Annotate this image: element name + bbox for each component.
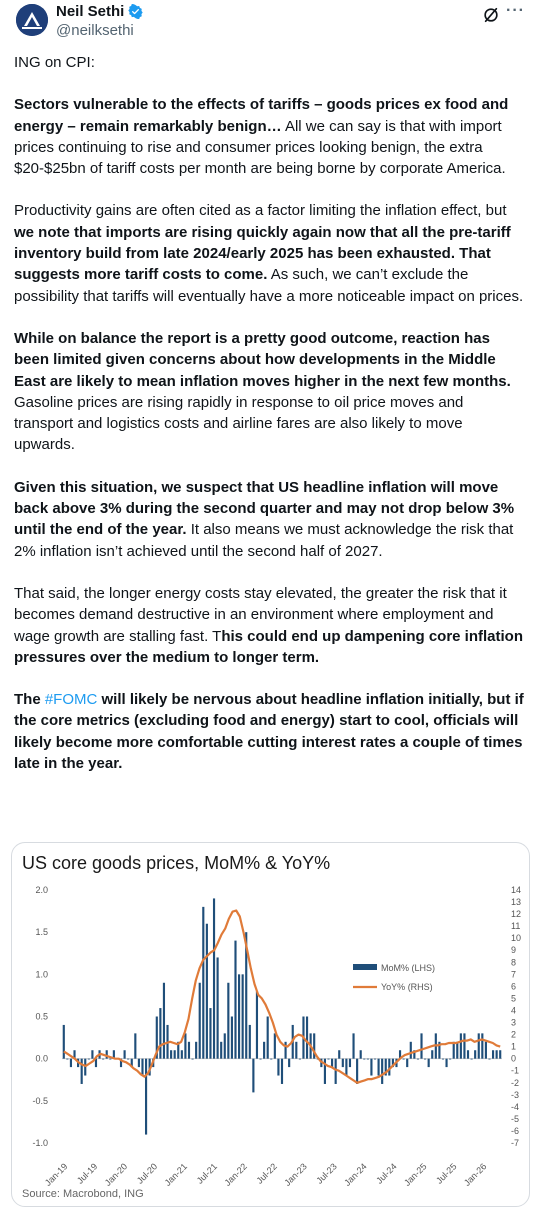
right-axis-tick: -5 bbox=[511, 1113, 520, 1124]
mom-bar bbox=[159, 1008, 161, 1059]
mom-bar bbox=[109, 1059, 111, 1060]
left-axis-tick: 1.5 bbox=[35, 927, 48, 938]
x-axis-tick: Jan-23 bbox=[282, 1161, 309, 1188]
right-axis-tick: 5 bbox=[511, 993, 517, 1004]
mom-bar bbox=[374, 1059, 376, 1060]
mom-bar bbox=[295, 1042, 297, 1059]
right-axis-tick: 13 bbox=[511, 897, 522, 908]
mom-bar bbox=[442, 1059, 444, 1060]
mom-bar bbox=[102, 1059, 104, 1060]
mom-bar bbox=[106, 1050, 108, 1058]
mom-bar bbox=[263, 1042, 265, 1059]
chart-svg bbox=[12, 843, 530, 1207]
post-paragraph bbox=[14, 477, 526, 562]
mom-bar bbox=[363, 1059, 365, 1060]
mom-bar bbox=[170, 1050, 172, 1058]
post-text-span: It also means we must acknowledge the risk that 2% inflation isn’t achieved until the second half of 2027. bbox=[14, 521, 514, 560]
avatar-logo-icon bbox=[16, 4, 48, 36]
mom-bar bbox=[199, 983, 201, 1059]
mom-bar bbox=[345, 1059, 347, 1076]
mom-bar bbox=[242, 974, 244, 1058]
mom-bar bbox=[91, 1050, 93, 1058]
verified-badge-icon bbox=[128, 4, 143, 19]
mom-bar bbox=[478, 1033, 480, 1058]
mom-bar bbox=[420, 1033, 422, 1058]
mom-bar bbox=[256, 991, 258, 1058]
mom-bar bbox=[410, 1042, 412, 1059]
post-bold-text: While on balance the report is a pretty good outcome, reaction has been limited given concerns about how developments in the Middle East are likely to mean inflation moves higher in the next few months. bbox=[14, 329, 511, 390]
mom-bar bbox=[460, 1033, 462, 1058]
mom-bar bbox=[428, 1059, 430, 1067]
mom-bar bbox=[285, 1042, 287, 1059]
post-bold-text: The bbox=[14, 691, 45, 709]
right-axis-tick: 8 bbox=[511, 957, 517, 968]
post-paragraph bbox=[14, 583, 526, 668]
chart-source: Source: Macrobond, ING bbox=[22, 1188, 144, 1200]
post-text bbox=[14, 52, 526, 795]
mom-bar bbox=[370, 1059, 372, 1076]
mom-bar bbox=[342, 1059, 344, 1067]
x-axis-tick: Jan-24 bbox=[342, 1161, 369, 1188]
right-axis-tick: 6 bbox=[511, 981, 517, 992]
post-text-span: As such, we can’t exclude the possibility that tariffs will eventually have a more noticeable impact on prices. bbox=[14, 266, 524, 305]
right-axis-tick: -2 bbox=[511, 1077, 520, 1088]
mom-bar bbox=[360, 1050, 362, 1058]
mom-bar bbox=[234, 941, 236, 1059]
author-handle[interactable]: @neilksethi bbox=[56, 22, 134, 39]
mom-bar bbox=[174, 1050, 176, 1058]
right-axis-tick: 10 bbox=[511, 933, 522, 944]
mom-bar bbox=[406, 1059, 408, 1067]
post-header bbox=[0, 0, 556, 48]
mom-bar bbox=[463, 1033, 465, 1058]
right-axis-tick: 0 bbox=[511, 1053, 517, 1064]
x-axis-tick: Jul-19 bbox=[74, 1161, 100, 1186]
author-name[interactable]: Neil Sethi bbox=[56, 3, 125, 20]
post-text-span: Productivity gains are often cited as a factor limiting the inflation effect, but bbox=[14, 202, 507, 220]
mom-bar bbox=[352, 1033, 354, 1058]
mom-bar bbox=[381, 1059, 383, 1084]
mom-bar bbox=[184, 1033, 186, 1058]
right-axis-tick: 12 bbox=[511, 909, 522, 920]
right-axis-tick: 1 bbox=[511, 1041, 517, 1052]
post-bold-text: will likely be nervous about headline inflation initially, but if the core metrics (excluding food and energy) start to cool, officials will likely become more comfortable cutting interest rates a couple of times late in the year. bbox=[14, 691, 524, 773]
yoy-line bbox=[64, 911, 500, 1083]
mom-bar bbox=[367, 1059, 369, 1060]
post-paragraph bbox=[14, 52, 526, 73]
grok-icon[interactable] bbox=[482, 6, 500, 24]
mom-bar bbox=[327, 1059, 329, 1060]
chart-image[interactable] bbox=[11, 842, 530, 1207]
mom-bar bbox=[456, 1042, 458, 1059]
mom-bar bbox=[202, 907, 204, 1059]
legend-swatch-mom bbox=[353, 964, 377, 970]
right-axis-tick: 4 bbox=[511, 1005, 517, 1016]
mom-bar bbox=[206, 924, 208, 1059]
legend-label-mom: MoM% (LHS) bbox=[381, 963, 436, 973]
mom-bar bbox=[231, 1017, 233, 1059]
right-axis-tick: 3 bbox=[511, 1017, 517, 1028]
mom-bar bbox=[403, 1059, 405, 1060]
mom-bar bbox=[335, 1059, 337, 1084]
left-axis-tick: 2.0 bbox=[35, 885, 48, 895]
mom-bar bbox=[338, 1050, 340, 1058]
x-axis-tick: Jul-20 bbox=[134, 1161, 160, 1186]
right-axis-tick: -3 bbox=[511, 1089, 520, 1100]
mom-bar bbox=[138, 1059, 140, 1067]
mom-bar bbox=[209, 1008, 211, 1059]
post-paragraph bbox=[14, 328, 526, 456]
left-axis-tick: 1.0 bbox=[35, 969, 48, 980]
mom-bar bbox=[195, 1042, 197, 1059]
x-axis-tick: Jul-25 bbox=[434, 1161, 459, 1186]
x-axis-tick: Jan-19 bbox=[42, 1161, 70, 1188]
mom-bar bbox=[66, 1059, 68, 1060]
mom-bar bbox=[124, 1050, 126, 1058]
x-axis-tick: Jan-21 bbox=[162, 1161, 190, 1188]
mom-bar bbox=[249, 1025, 251, 1059]
mom-bar bbox=[141, 1059, 143, 1076]
mom-bar bbox=[474, 1050, 476, 1058]
mom-bar bbox=[424, 1059, 426, 1060]
mom-bar bbox=[213, 898, 215, 1058]
mom-bar bbox=[127, 1059, 129, 1060]
x-axis-tick: Jan-22 bbox=[222, 1161, 250, 1188]
mom-bar bbox=[488, 1059, 490, 1060]
mom-bar bbox=[81, 1059, 83, 1084]
mom-bar bbox=[306, 1017, 308, 1059]
mom-bar bbox=[492, 1050, 494, 1058]
right-axis-tick: 7 bbox=[511, 969, 517, 980]
mom-bar bbox=[485, 1042, 487, 1059]
post-paragraph bbox=[14, 689, 526, 774]
mom-bar bbox=[417, 1059, 419, 1060]
post-intro: ING on CPI: bbox=[14, 54, 95, 71]
mom-bar bbox=[63, 1025, 65, 1059]
post-paragraph bbox=[14, 94, 526, 179]
chart-title: US core goods prices, MoM% & YoY% bbox=[22, 853, 331, 873]
mom-bar bbox=[453, 1042, 455, 1059]
mom-bar bbox=[188, 1042, 190, 1059]
mom-bar bbox=[270, 1059, 272, 1060]
mom-bar bbox=[163, 983, 165, 1059]
mom-bar bbox=[378, 1059, 380, 1076]
mom-bar bbox=[431, 1050, 433, 1058]
mom-bar bbox=[277, 1059, 279, 1076]
x-axis-tick: Jul-22 bbox=[254, 1161, 279, 1186]
mom-bar bbox=[471, 1059, 473, 1060]
post-text-span: All we can say is that with import prices continuing to rise and consumer prices looking benign, the extra $20-$25bn of tariff costs per month are being borne by corporate America. bbox=[14, 117, 506, 178]
right-axis-tick: -6 bbox=[511, 1125, 520, 1136]
mom-bar bbox=[467, 1050, 469, 1058]
mom-bar bbox=[281, 1059, 283, 1084]
post-bold-text: Given this situation, we suspect that US headline inflation will move back above 3% during the second quarter and may not drop below 3% until the end of the year. bbox=[14, 478, 515, 539]
mom-bar bbox=[70, 1059, 72, 1067]
left-axis-tick: 0.5 bbox=[35, 1011, 48, 1022]
post-bold-text: Sectors vulnerable to the effects of tariffs – goods prices ex food and energy – remain remarkably benign… bbox=[14, 96, 509, 135]
avatar[interactable] bbox=[16, 4, 48, 36]
mom-bar bbox=[445, 1059, 447, 1067]
post-bold-text: his could end up dampening core inflation pressures over the medium to longer term. bbox=[14, 627, 524, 666]
author-name-row[interactable] bbox=[56, 3, 143, 20]
more-options-icon[interactable]: ··· bbox=[506, 2, 525, 19]
mom-bar bbox=[217, 957, 219, 1058]
mom-bar bbox=[259, 1059, 261, 1060]
mom-bar bbox=[499, 1050, 501, 1058]
right-axis-tick: 11 bbox=[511, 921, 521, 932]
legend-label-yoy: YoY% (RHS) bbox=[381, 982, 433, 992]
post-paragraph bbox=[14, 200, 526, 306]
mom-bar bbox=[84, 1059, 86, 1076]
mom-bar bbox=[191, 1059, 193, 1060]
hashtag-link[interactable]: #FOMC bbox=[44, 691, 98, 709]
mom-bar bbox=[224, 1033, 226, 1058]
left-axis-tick: 0.0 bbox=[35, 1053, 48, 1064]
post-bold-text: we note that imports are rising quickly again now that all the pre-tariff inventory build from late 2024/early 2025 has been exhausted. That suggests more tariff costs to come. bbox=[14, 223, 511, 284]
mom-bar bbox=[238, 974, 240, 1058]
mom-bar bbox=[481, 1033, 483, 1058]
post-text-span: That said, the longer energy costs stay elevated, the greater the risk that it becomes demand destructive in an environment where employment and wage growth are stalling fast. T bbox=[14, 584, 507, 645]
post-text-span: Gasoline prices are rising rapidly in response to oil price moves and transport and logistics costs and airline fares are also likely to move upwards. bbox=[14, 393, 464, 454]
right-axis-tick: -4 bbox=[511, 1101, 520, 1112]
mom-bar bbox=[267, 1017, 269, 1059]
mom-bar bbox=[349, 1059, 351, 1067]
right-axis-tick: 14 bbox=[511, 885, 522, 895]
mom-bar bbox=[356, 1059, 358, 1084]
mom-bar bbox=[181, 1050, 183, 1058]
right-axis-tick: 2 bbox=[511, 1029, 517, 1040]
mom-bar bbox=[274, 1033, 276, 1058]
mom-bar bbox=[496, 1050, 498, 1058]
mom-bar bbox=[288, 1059, 290, 1067]
mom-bar bbox=[299, 1059, 301, 1060]
x-axis-tick: Jan-20 bbox=[102, 1161, 130, 1188]
right-axis-tick: -1 bbox=[511, 1065, 520, 1076]
mom-bar bbox=[145, 1059, 147, 1135]
mom-bar bbox=[252, 1059, 254, 1093]
mom-bar bbox=[88, 1059, 90, 1060]
mom-bar bbox=[331, 1059, 333, 1067]
x-axis-tick: Jul-24 bbox=[374, 1161, 399, 1186]
mom-bar bbox=[220, 1042, 222, 1059]
mom-bar bbox=[134, 1033, 136, 1058]
left-axis-tick: -0.5 bbox=[32, 1095, 48, 1106]
x-axis-tick: Jul-21 bbox=[194, 1161, 220, 1186]
x-axis-tick: Jan-25 bbox=[402, 1161, 429, 1188]
x-axis-tick: Jul-23 bbox=[314, 1161, 339, 1186]
x-axis-tick: Jan-26 bbox=[461, 1161, 489, 1188]
left-axis-tick: -1.0 bbox=[32, 1138, 48, 1148]
right-axis-tick: 9 bbox=[511, 945, 517, 956]
mom-bar bbox=[227, 983, 229, 1059]
right-axis-tick: -7 bbox=[511, 1138, 520, 1148]
mom-bar bbox=[449, 1059, 451, 1060]
